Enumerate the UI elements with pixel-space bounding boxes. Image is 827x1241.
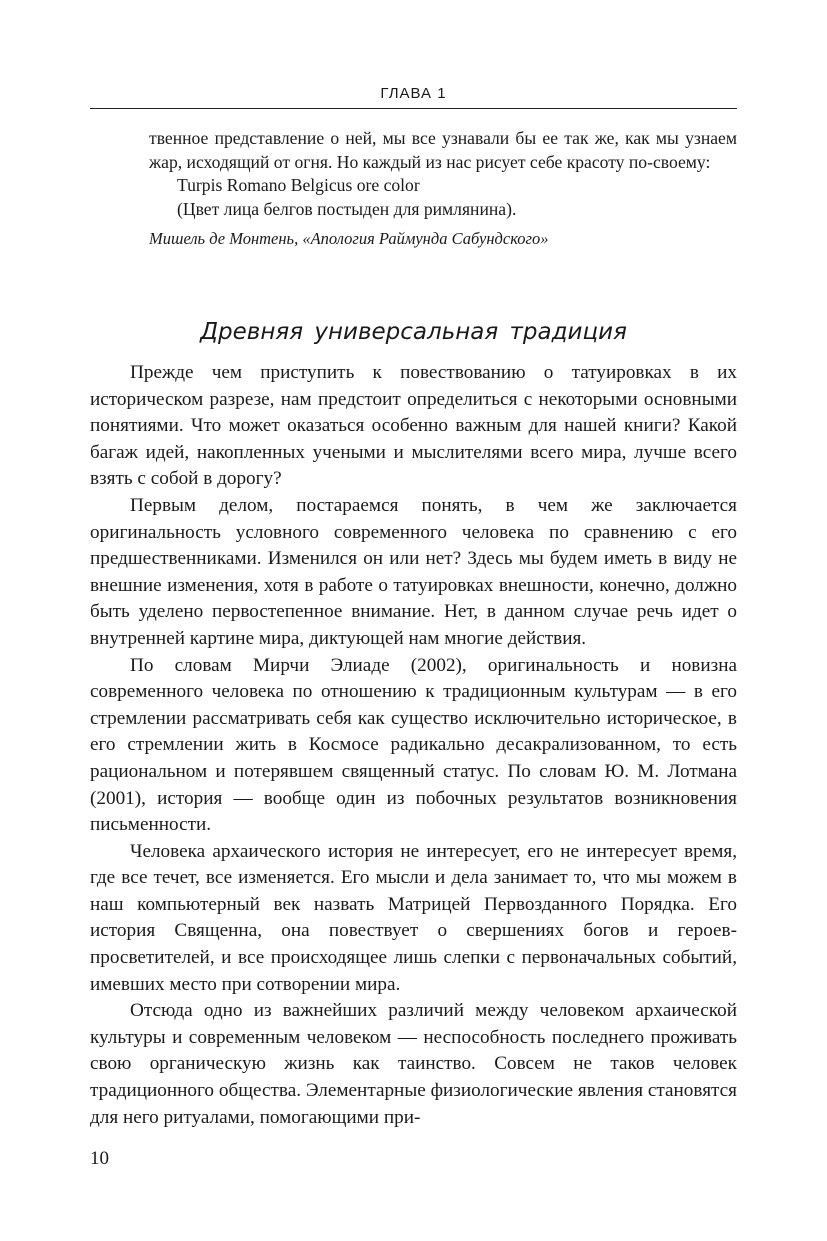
paragraph: Отсюда одно из важнейших различий между человеком архаической культуры и современным человеком — неспособность последнего проживать свою органическую жизнь как таинство. Совсем не таков человек традиционного общества. Элементарные физиологические явления становятся для него ритуалами, помогающими при- [90,1000,737,1128]
paragraph: По словам Мирчи Элиаде (2002), оригинальность и новизна современного человека по отношению к традиционным культурам — в его стремлении рассматривать себя как существо исключительно историческое, в его стремлении жить в Космосе радикально десакрализованном, то есть рациональном и потерявшем священный статус. По словам Ю. М. Лотмана (2001), история — вообще один из побочных результатов возникновения письменности. [90,654,737,836]
epigraph [149,127,737,251]
body-text [90,360,737,1131]
epigraph-verse-line-1: Turpis Romano Belgicus ore color [177,175,420,196]
running-head: ГЛАВА 1 [380,85,447,102]
page-number: 10 [90,1148,109,1169]
section-title: Древняя универсальная традиция [200,319,627,345]
epigraph-attribution: Мишель де Монтень, «Апология Раймунда Сабундского» [149,229,549,249]
header-rule [90,108,737,109]
paragraph: Первым делом, постараемся понять, в чем же заключается оригинальность условного современного человека по сравнению с его предшественниками. Изменился он или нет? Здесь мы будем иметь в виду не внешние изменения, хотя в работе о татуировках внешности, конечно, должно быть уделено первостепенное внимание. Нет, в данном случае речь идет о внутренней картине мира, диктующей нам многие действия. [90,494,737,649]
epigraph-text: твенное представление о ней, мы все узнавали бы ее так же, как мы узнаем жар, исходящий от огня. Но каждый из нас рисует себе красоту по-своему: [149,128,737,172]
paragraph: Прежде чем приступить к повествованию о татуировках в их историческом разрезе, нам предстоит определиться с некоторыми основными понятиями. Что может оказаться особенно важным для нашей книги? Какой багаж идей, накопленных учеными и мыслителями всего мира, лучше всего взять с собой в дорогу? [90,362,737,490]
epigraph-verse-line-2: (Цвет лица белгов постыден для римлянина). [177,198,517,219]
paragraph: Человека архаического история не интересует, его не интересует время, где все течет, все изменяется. Его мысли и дела занимает то, что мы можем в наш компьютерный век назвать Матрицей Первозданного Порядка. Его история Священна, она повествует о свершениях богов и героев-просветителей, и все происходящее лишь слепки с первоначальных событий, имевших место при сотворении мира. [90,840,737,995]
